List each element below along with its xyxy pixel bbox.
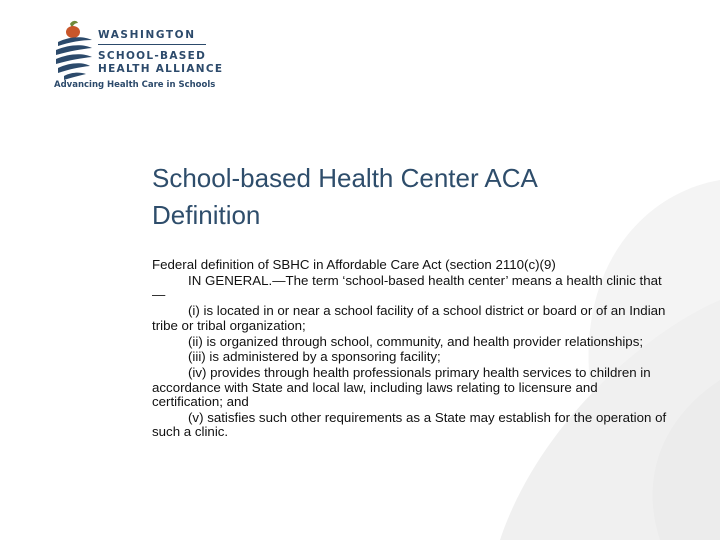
definition-item: IN GENERAL.—The term ‘school-based health center’ means a health clinic that—	[152, 272, 662, 303]
definition-text	[152, 258, 667, 440]
definition-item: (iv) provides through health professionals primary health services to children in accordance with State and local law, including laws relating to licensure and certification; and	[152, 365, 651, 410]
definition-intro: Federal definition of SBHC in Affordable Care Act (section 2110(c)(9)	[152, 257, 556, 272]
org-name-line3: HEALTH ALLIANCE	[98, 63, 224, 75]
org-tagline: Advancing Health Care in Schools	[54, 80, 216, 90]
definition-item: (i) is located in or near a school facility of a school district or board or of an Indian tribe or tribal organization;	[152, 303, 666, 333]
slide-title-line1: School-based Health Center ACA	[152, 163, 538, 193]
slide-title	[152, 160, 672, 234]
organization-logo	[52, 20, 222, 94]
org-name-line1: WASHINGTON	[98, 29, 196, 41]
definition-item: (v) satisfies such other requirements as a State may establish for the operation of such a clinic.	[152, 410, 667, 440]
apple-logo-icon	[52, 20, 96, 82]
slide-title-line2: Definition	[152, 200, 261, 230]
org-name-line2: SCHOOL-BASED	[98, 50, 207, 62]
definition-item: (iii) is administered by a sponsoring facility;	[188, 349, 441, 365]
definition-item: (ii) is organized through school, community, and health provider relationships;	[188, 333, 644, 349]
logo-divider	[98, 44, 206, 45]
